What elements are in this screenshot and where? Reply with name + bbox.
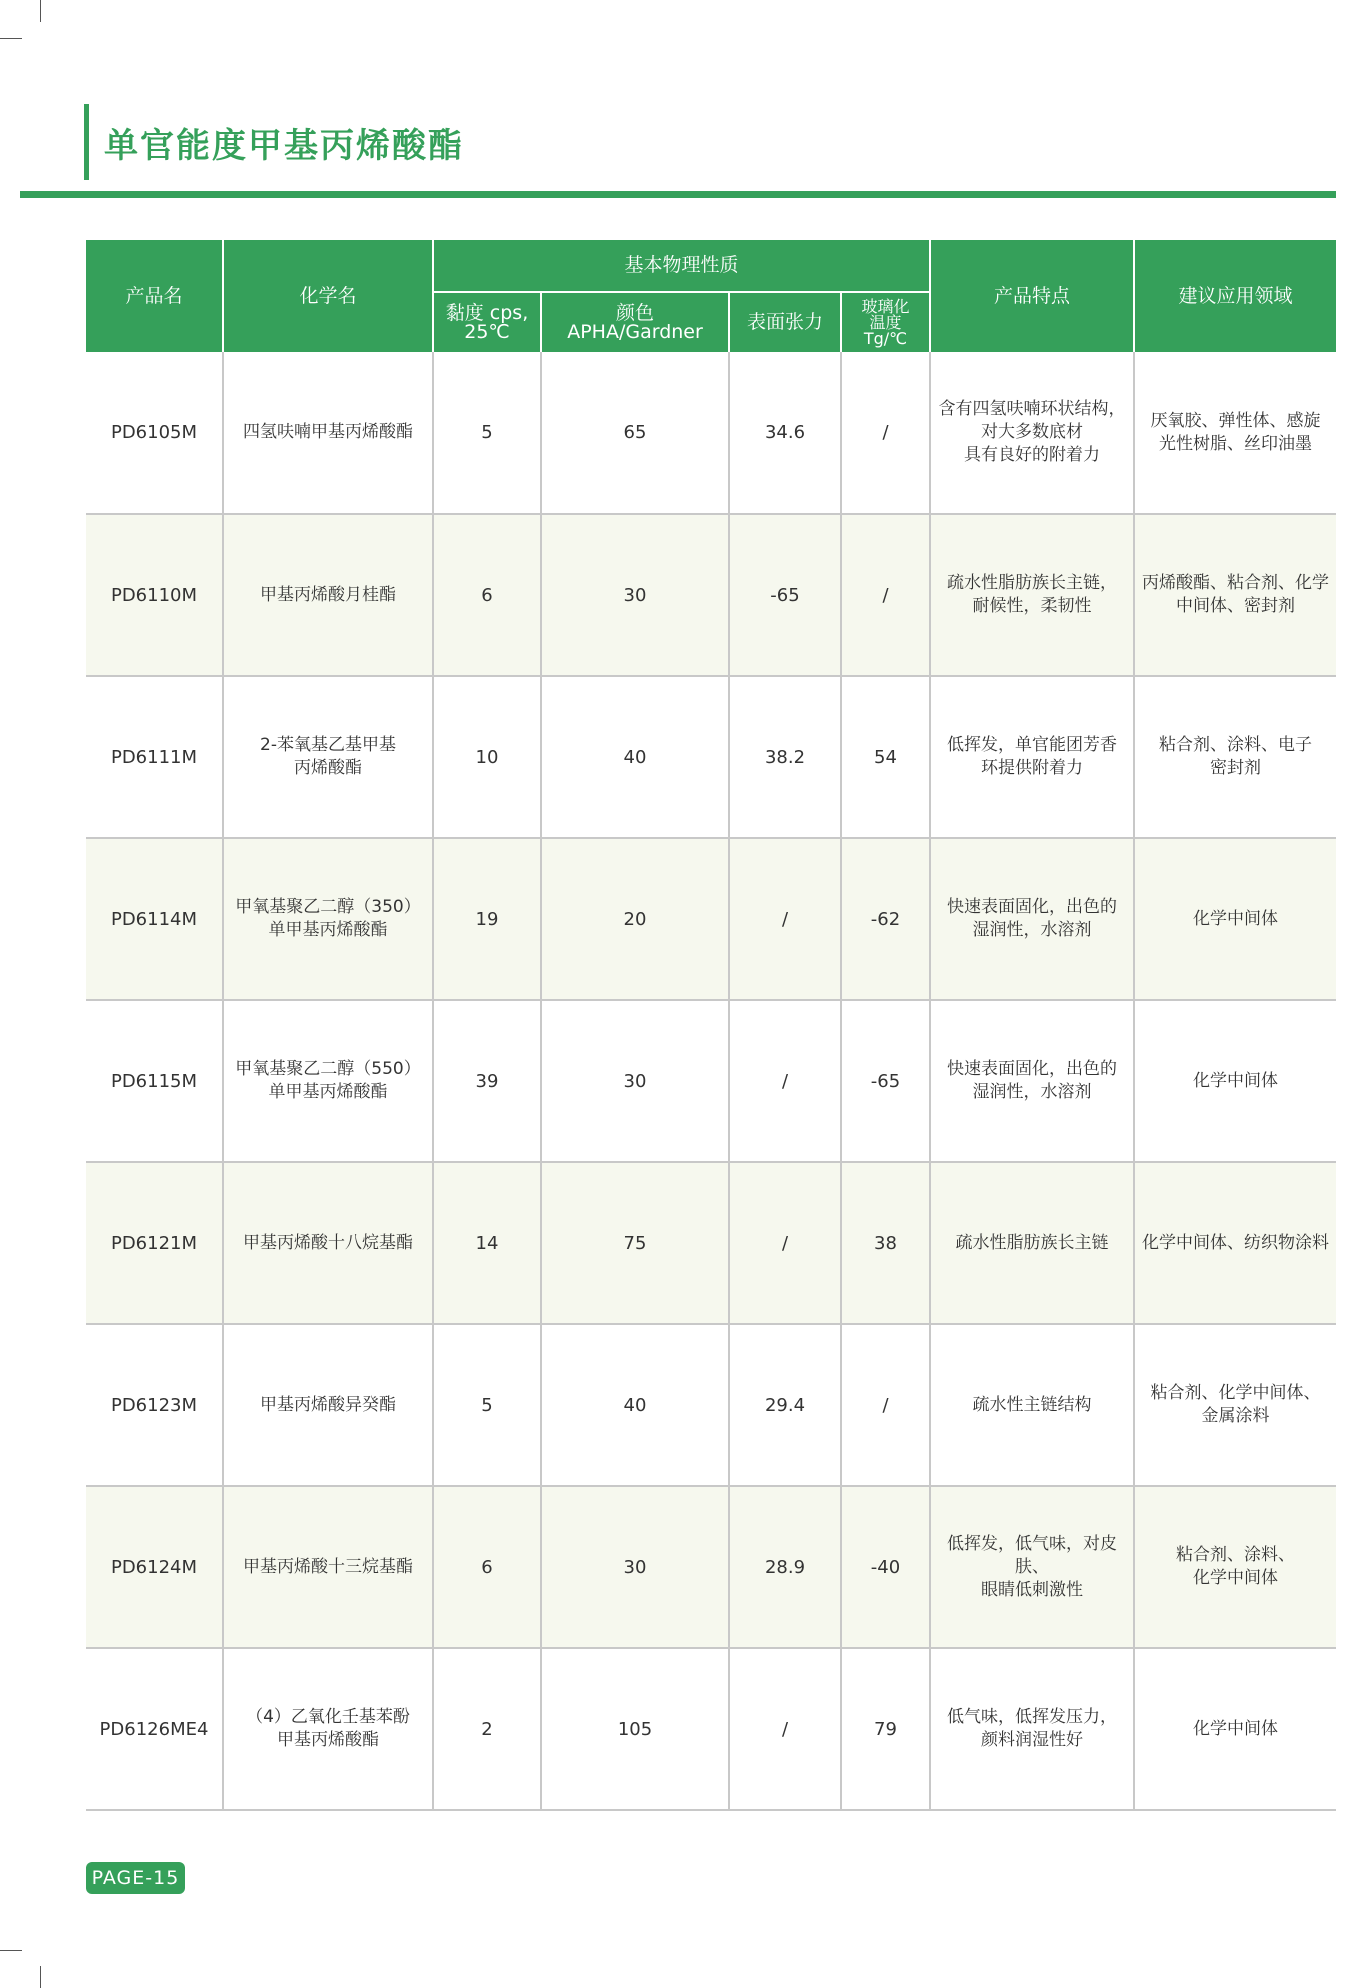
viscosity-cell: 14: [433, 1162, 541, 1324]
color-cell: 65: [541, 352, 729, 514]
features-cell: 快速表面固化，出色的 湿润性，水溶剂: [930, 838, 1134, 1000]
color-cell: 40: [541, 676, 729, 838]
table-row: [86, 676, 1336, 838]
table-row: [86, 1000, 1336, 1162]
product-name-cell: PD6115M: [86, 1000, 223, 1162]
tg-cell: 79: [841, 1648, 930, 1810]
crop-mark-top: [40, 0, 41, 22]
product-name-cell: PD6110M: [86, 514, 223, 676]
applications-cell: 丙烯酸酯、粘合剂、化学 中间体、密封剂: [1134, 514, 1336, 676]
title-divider: [20, 191, 1336, 198]
table-row: [86, 1486, 1336, 1648]
tg-cell: -65: [841, 1000, 930, 1162]
viscosity-cell: 6: [433, 514, 541, 676]
product-name-cell: PD6126ME4: [86, 1648, 223, 1810]
tg-cell: /: [841, 514, 930, 676]
title-accent-bar: [84, 104, 89, 180]
surface-tension-cell: /: [729, 1648, 841, 1810]
color-cell: 105: [541, 1648, 729, 1810]
applications-cell: 化学中间体: [1134, 838, 1336, 1000]
tg-cell: 54: [841, 676, 930, 838]
chemical-name-cell: 甲氧基聚乙二醇（350） 单甲基丙烯酸酯: [223, 838, 433, 1000]
features-cell: 低挥发，低气味，对皮肤、 眼睛低刺激性: [930, 1486, 1134, 1648]
viscosity-cell: 5: [433, 1324, 541, 1486]
features-cell: 低气味，低挥发压力， 颜料润湿性好: [930, 1648, 1134, 1810]
surface-tension-cell: /: [729, 838, 841, 1000]
viscosity-cell: 5: [433, 352, 541, 514]
table-row: [86, 1162, 1336, 1324]
applications-cell: 粘合剂、涂料、电子 密封剂: [1134, 676, 1336, 838]
color-cell: 40: [541, 1324, 729, 1486]
features-cell: 低挥发，单官能团芳香 环提供附着力: [930, 676, 1134, 838]
applications-cell: 化学中间体: [1134, 1648, 1336, 1810]
header-basic-properties: 基本物理性质: [433, 240, 930, 292]
header-applications: 建议应用领域: [1134, 240, 1336, 352]
table-row: [86, 514, 1336, 676]
chemical-name-cell: 甲基丙烯酸月桂酯: [223, 514, 433, 676]
surface-tension-cell: 29.4: [729, 1324, 841, 1486]
tg-cell: /: [841, 352, 930, 514]
viscosity-cell: 19: [433, 838, 541, 1000]
table-row: [86, 1648, 1336, 1810]
page-title: 单官能度甲基丙烯酸酯: [104, 126, 464, 166]
color-cell: 75: [541, 1162, 729, 1324]
header-features: 产品特点: [930, 240, 1134, 352]
features-cell: 疏水性脂肪族长主链: [930, 1162, 1134, 1324]
header-product-name: 产品名: [86, 240, 223, 352]
table-row: [86, 352, 1336, 514]
product-name-cell: PD6123M: [86, 1324, 223, 1486]
applications-cell: 粘合剂、化学中间体、 金属涂料: [1134, 1324, 1336, 1486]
table-row: [86, 838, 1336, 1000]
applications-cell: 化学中间体、纺织物涂料: [1134, 1162, 1336, 1324]
table-row: [86, 1324, 1336, 1486]
product-name-cell: PD6105M: [86, 352, 223, 514]
viscosity-cell: 6: [433, 1486, 541, 1648]
features-cell: 疏水性主链结构: [930, 1324, 1134, 1486]
crop-mark-top-left: [0, 38, 22, 39]
tg-cell: -40: [841, 1486, 930, 1648]
color-cell: 30: [541, 1486, 729, 1648]
chemical-name-cell: 甲基丙烯酸十三烷基酯: [223, 1486, 433, 1648]
product-name-cell: PD6124M: [86, 1486, 223, 1648]
tg-cell: /: [841, 1324, 930, 1486]
product-name-cell: PD6114M: [86, 838, 223, 1000]
features-cell: 含有四氢呋喃环状结构， 对大多数底材 具有良好的附着力: [930, 352, 1134, 514]
surface-tension-cell: 38.2: [729, 676, 841, 838]
viscosity-cell: 39: [433, 1000, 541, 1162]
surface-tension-cell: -65: [729, 514, 841, 676]
crop-mark-bottom-left: [0, 1950, 22, 1951]
chemical-name-cell: 2-苯氧基乙基甲基 丙烯酸酯: [223, 676, 433, 838]
features-cell: 快速表面固化，出色的 湿润性，水溶剂: [930, 1000, 1134, 1162]
header-viscosity: 黏度 cps, 25℃: [433, 292, 541, 352]
header-chemical-name: 化学名: [223, 240, 433, 352]
applications-cell: 厌氧胶、弹性体、感旋 光性树脂、丝印油墨: [1134, 352, 1336, 514]
features-cell: 疏水性脂肪族长主链， 耐候性，柔韧性: [930, 514, 1134, 676]
surface-tension-cell: /: [729, 1162, 841, 1324]
product-name-cell: PD6121M: [86, 1162, 223, 1324]
color-cell: 30: [541, 514, 729, 676]
header-surface-tension: 表面张力: [729, 292, 841, 352]
surface-tension-cell: /: [729, 1000, 841, 1162]
tg-cell: 38: [841, 1162, 930, 1324]
chemical-name-cell: （4）乙氧化壬基苯酚 甲基丙烯酸酯: [223, 1648, 433, 1810]
header-color: 颜色 APHA/Gardner: [541, 292, 729, 352]
surface-tension-cell: 34.6: [729, 352, 841, 514]
color-cell: 20: [541, 838, 729, 1000]
surface-tension-cell: 28.9: [729, 1486, 841, 1648]
viscosity-cell: 10: [433, 676, 541, 838]
crop-mark-bottom: [40, 1966, 41, 1988]
chemical-name-cell: 甲基丙烯酸异癸酯: [223, 1324, 433, 1486]
chemical-name-cell: 甲氧基聚乙二醇（550） 单甲基丙烯酸酯: [223, 1000, 433, 1162]
product-name-cell: PD6111M: [86, 676, 223, 838]
header-tg: 玻璃化 温度 Tg/℃: [841, 292, 930, 352]
chemical-name-cell: 四氢呋喃甲基丙烯酸酯: [223, 352, 433, 514]
color-cell: 30: [541, 1000, 729, 1162]
product-table: [86, 240, 1336, 1811]
page-number-badge: PAGE-15: [86, 1862, 185, 1894]
applications-cell: 粘合剂、涂料、 化学中间体: [1134, 1486, 1336, 1648]
chemical-name-cell: 甲基丙烯酸十八烷基酯: [223, 1162, 433, 1324]
applications-cell: 化学中间体: [1134, 1000, 1336, 1162]
viscosity-cell: 2: [433, 1648, 541, 1810]
tg-cell: -62: [841, 838, 930, 1000]
